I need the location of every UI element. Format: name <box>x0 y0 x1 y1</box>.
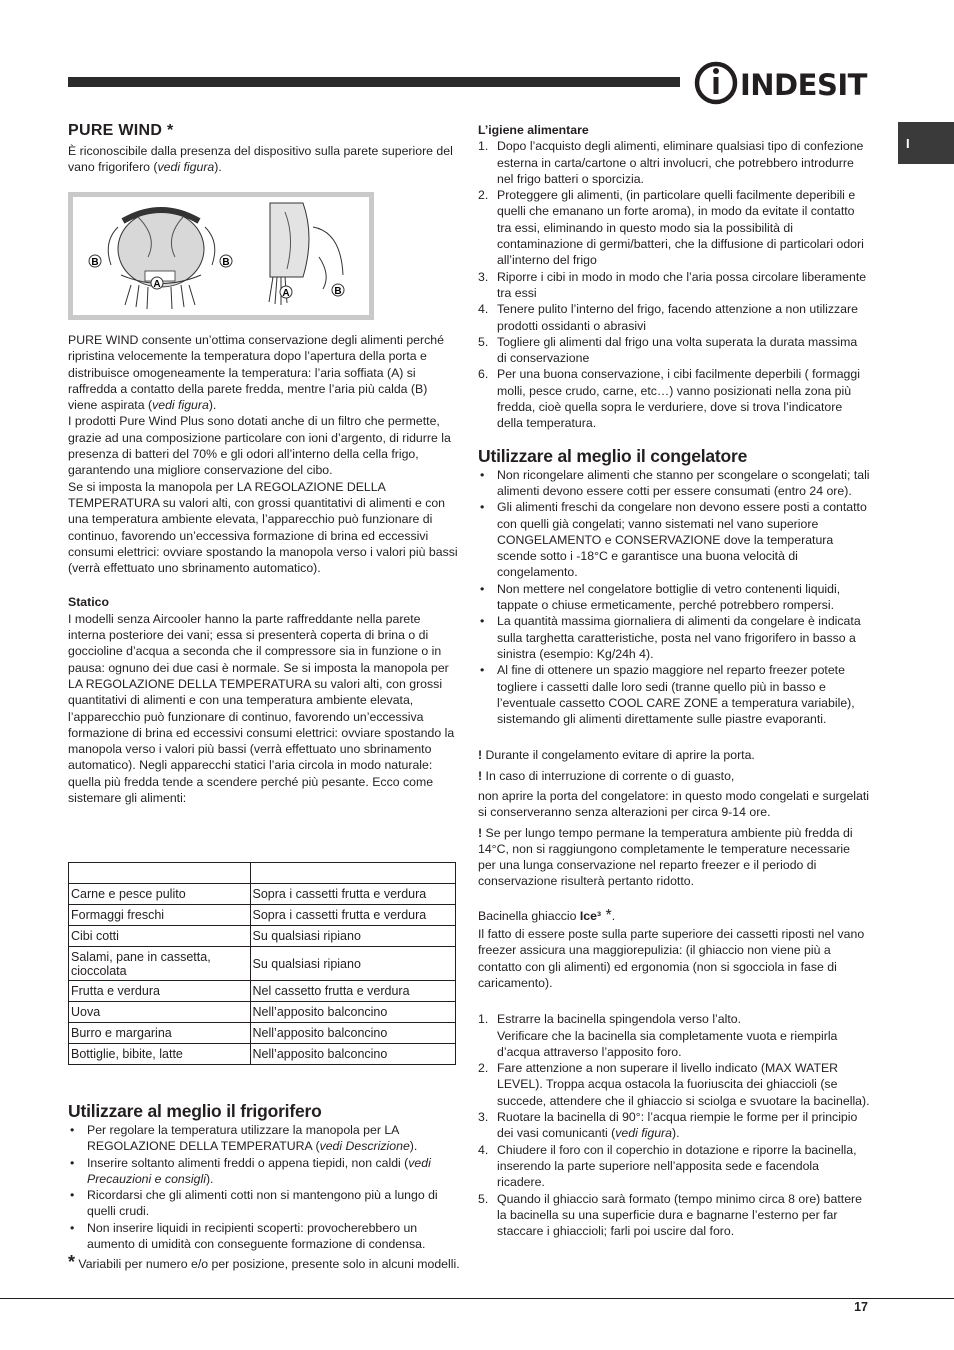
frigo-title: Utilizzare al meglio il frigorifero <box>68 1101 322 1121</box>
table-row <box>69 905 456 926</box>
table-row <box>69 1002 456 1023</box>
list-item: • Per regolare la temperatura utilizzare la manopola per LA REGOLAZIONE DELLA TEMPERATURA (vedi Descrizione). <box>68 1122 460 1155</box>
food-cell: Bottiglie, bibite, latte <box>69 1044 251 1065</box>
figure-label-b2: B <box>222 257 230 268</box>
pure-wind-body <box>68 332 458 806</box>
food-cell: Uova <box>69 1002 251 1023</box>
food-cell: Carne e pesce pulito <box>69 884 251 905</box>
food-cell: Formaggi freschi <box>69 905 251 926</box>
ice-tray-label: Bacinella ghiaccio Ice³ *. <box>478 906 616 924</box>
ice-tray-steps <box>478 1011 870 1239</box>
food-cell: Burro e margarina <box>69 1023 251 1044</box>
list-item: 4. Chiudere il foro con il coperchio in dotazione e riporre la bacinella, inserendo la parte superiore nell’apposita sede e facendola ricadere. <box>478 1142 857 1190</box>
igiene-title: L’igiene alimentare <box>478 123 589 137</box>
figure-label-a: A <box>153 279 161 290</box>
frigo-section <box>68 1101 460 1273</box>
list-item: 3. Ruotare la bacinella di 90°: l’acqua riempie le forme per il principio dei vasi comunicanti (vedi figura). <box>478 1110 858 1141</box>
table-row <box>69 1044 456 1065</box>
list-item: • Non inserire liquidi in recipienti scoperti: provocherebbero un aumento di umidità con conseguente formazione di condensa. <box>68 1220 460 1253</box>
list-item: • La quantità massima giornaliera di alimenti da congelare è indicata sulla targhetta caratteristiche, posta nel vano frigorifero in basso a sinistra (esempio: Kg/24h 4). <box>478 613 870 662</box>
frigo-list <box>68 1122 460 1252</box>
list-item: 5. Togliere gli alimenti dal frigo una volta superata la durata massima di conservazione <box>478 334 858 366</box>
food-placement-table <box>68 862 456 1065</box>
list-item: 5. Quando il ghiaccio sarà formato (tempo minimo circa 8 ore) battere la bacinella su una superficie dura e bagnarne l’esterno per far staccare i ghiaccioli; farli poi uscire dal foro. <box>478 1191 862 1239</box>
figure-label-b: B <box>91 257 99 268</box>
table-row <box>69 947 456 981</box>
figure-label-a2: A <box>282 288 290 299</box>
placement-cell <box>250 863 455 884</box>
table-row <box>69 926 456 947</box>
list-item: 6. Per una buona conservazione, i cibi facilmente deperbili ( formaggi molli, pesce crudo, carne, etc…) vanno posizionati nella zona più fredda, cioè quella sopra le verduriere, dove si trova l’indicatore della temperatura. <box>478 367 860 431</box>
list-item: • Gli alimenti freschi da congelare non devono essere posti a contatto con quelli già congelati; vanno sistemati nel vano superiore CONGELAMENTO e CONSERVAZIONE dove la temperatura scende sotto i -18°C e garantisce una buona velocità di congelamento. <box>478 499 870 580</box>
congelatore-title: Utilizzare al meglio il congelatore <box>478 445 748 466</box>
list-item: • Al fine di ottenere un spazio maggiore nel reparto freezer potete togliere i cassetti dalle loro sedi (tranne quello più in basso e l’eventuale cassetto COOL CARE ZONE a temperatura variabile), sistemando gli alimenti direttamente sulle piastre evaporanti. <box>478 662 870 727</box>
page-number: 17 <box>854 1300 868 1314</box>
language-tab-label: I <box>906 136 910 151</box>
pure-wind-intro: È riconoscibile dalla presenza del dispositivo sulla parete superiore del vano frigorifero (vedi figura). <box>68 144 453 175</box>
list-item: • Non mettere nel congelatore bottiglie di vetro contenenti liquidi, tappate o chiuse ermeticamente, perché potrebbero rompersi. <box>478 581 870 614</box>
left-column <box>68 122 456 176</box>
language-tab <box>898 122 954 164</box>
placement-cell: Su qualsiasi ripiano <box>250 926 455 947</box>
statico-title: Statico <box>68 595 109 610</box>
list-item: 1. Estrarre la bacinella spingendola verso l’alto. Verificare che la bacinella sia completamente vuota e riempirla d’acqua attraverso l’apposito foro. <box>478 1012 838 1059</box>
food-cell: Salami, pane in cassetta, cioccolata <box>69 947 251 981</box>
brand-text: INDESIT <box>740 68 867 102</box>
list-item: 2. Proteggere gli alimenti, (in particolare quelli facilmente deperibili e quelli che emanano un forte aroma), in modo da evitate il contatto tra essi, eliminando in questo modo sia la possibilità di contaminazione di germi/batteri, che la diffusione di particolari odori all’interno del frigo <box>478 188 864 268</box>
list-item: 3. Riporre i cibi in modo in modo che l’aria possa circolare liberamente tra essi <box>478 269 867 300</box>
placement-cell: Nell’apposito balconcino <box>250 1044 455 1065</box>
placement-cell: Nel cassetto frutta e verdura <box>250 981 455 1002</box>
warning-2-continued: non aprire la porta del congelatore: in questo modo congelati e surgelati si conserveranno senza alterazioni per circa 9-14 ore. <box>478 788 870 820</box>
table-row <box>69 884 456 905</box>
warning-3: ! Se per lungo tempo permane la temperatura ambiente più fredda di 14°C, non si raggiungono completamente le temperature necessarie per una lunga conservazione nel reparto freezer e il periodo di conservazione risulterà pertanto ridotto. <box>478 825 853 889</box>
pure-wind-paragraph-2: I prodotti Pure Wind Plus sono dotati anche di un filtro che permette, grazie ad una composizione particolare con ioni d’argento, di ridurre la presenza di batteri del 70% e gli odori all’interno della cella frigo, garantendo una migliore conservazione del cibo. <box>68 414 451 478</box>
placement-cell: Su qualsiasi ripiano <box>250 947 455 981</box>
placement-cell: Nell’apposito balconcino <box>250 1023 455 1044</box>
indesit-logo-icon <box>694 60 869 106</box>
footnote: * Variabili per numero e/o per posizione, presente solo in alcuni modelli. <box>68 1252 460 1273</box>
statico-text: I modelli senza Aircooler hanno la parte raffreddante nella parete interna posteriore dei vani; essa si presenterà coperta di brina o di goccioline d’acqua a seconda che il compressore sia in funzione o in pausa: ognuno dei due casi è normale. Se si imposta la manopola per LA REGOLAZIONE DELLA TEMPERATURA su valori alti, con grossi quantitativi di alimenti e con una temperatura ambiente elevata, l’apparecchio può funzionare di continuo, favorendo un’eccessiva formazione di brina ed eccessivi consumi elettrici: ovviare spostando la manopola verso i valori più bassi (verrà effettuato uno sbrinamento automatico). Negli apparecchi statici l’aria circola in modo naturale: quella più fredda tende a scendere perché più pesante. Ecco come sistemare gli alimenti: <box>68 611 455 806</box>
list-item: 2. Fare attenzione a non superare il livello indicato (MAX WATER LEVEL). Troppa acqua ostacola la fuoriuscita dei ghiaccioli (se succede, attendere che il ghiaccio si sciolga e svuotare la bacinella). <box>478 1061 870 1108</box>
food-cell: Cibi cotti <box>69 926 251 947</box>
footer-line <box>0 1298 954 1299</box>
list-item: • Ricordarsi che gli alimenti cotti non si mantengono più a lungo di quelli crudi. <box>68 1187 460 1220</box>
table-row <box>69 863 456 884</box>
congelatore-list <box>478 467 870 728</box>
food-cell: Frutta e verdura <box>69 981 251 1002</box>
pure-wind-title: PURE WIND * <box>68 122 174 139</box>
figure-label-b3: B <box>334 286 342 297</box>
table-row <box>69 981 456 1002</box>
placement-cell: Nell’apposito balconcino <box>250 1002 455 1023</box>
indesit-logo <box>694 60 869 106</box>
header-bar <box>68 77 680 87</box>
pure-wind-paragraph-3: Se si imposta la manopola per LA REGOLAZIONE DELLA TEMPERATURA su valori alti, con grossi quantitativi di alimenti e con una temperatura ambiente elevata, l’apparecchio può funzionare di continuo, favorendo un’eccessiva formazione di brina ed eccessivi consumi elettrici: ovviare spostando la manopola verso i valori più bassi (verrà effettuato uno sbrinamento automatico). <box>68 479 458 576</box>
food-cell <box>69 863 251 884</box>
ice-tray-text: Il fatto di essere poste sulla parte superiore dei cassetti riposti nel vano freezer assicura una maggiorepulizia: (il ghiaccio non viene più a contatto con gli alimenti) ed ergonomia (non si sgocciola in fase di caricamento). <box>478 927 865 990</box>
table-row <box>69 1023 456 1044</box>
igiene-list <box>478 138 870 431</box>
list-item: 4. Tenere pulito l’interno del frigo, facendo attenzione a non utilizzare prodotti ossidanti o abrasivi <box>478 302 858 333</box>
pure-wind-paragraph-1: PURE WIND consente un’ottima conservazione degli alimenti perché ripristina velocemente la temperatura dopo l’apertura della porta e distribuisce omogeneamente la temperatura: l’aria soffiata (A) si raffredda a contatto della parete fredda, mentre l’aria più calda (B) viene aspirata (vedi figura). <box>68 333 444 413</box>
pure-wind-figure <box>68 192 374 320</box>
list-item: 1. Dopo l’acquisto degli alimenti, eliminare qualsiasi tipo di confezione esterna in carta/cartone o altri involucri, che potrebbero introdurre nel frigo batteri o sporcizia. <box>478 139 864 186</box>
list-item: • Non ricongelare alimenti che stanno per scongelare o scongelati; tali alimenti devono essere cotti per essere consumati (entro 24 ore). <box>478 467 870 500</box>
placement-cell: Sopra i cassetti frutta e verdura <box>250 905 455 926</box>
warning-1: ! Durante il congelamento evitare di aprire la porta. <box>478 748 755 763</box>
warning-2: ! In caso di interruzione di corrente o di guasto, <box>478 768 735 783</box>
placement-cell: Sopra i cassetti frutta e verdura <box>250 884 455 905</box>
list-item: • Inserire soltanto alimenti freddi o appena tiepidi, non caldi (vedi Precauzioni e consigli). <box>68 1155 460 1188</box>
pure-wind-diagram <box>73 197 369 315</box>
right-column <box>478 122 870 1239</box>
